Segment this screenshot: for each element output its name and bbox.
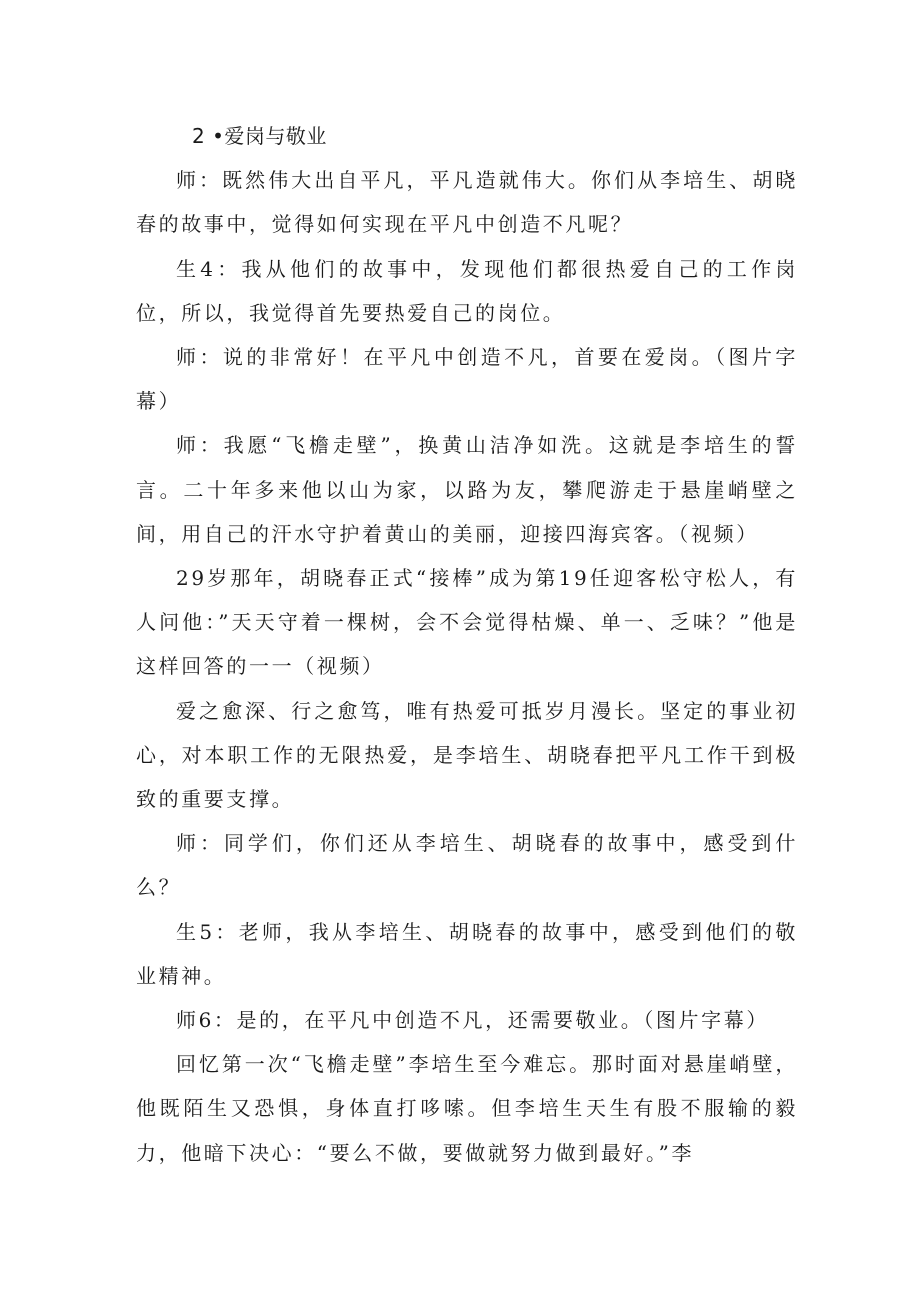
paragraph: 29岁那年，胡晓春正式“接棒”成为第19任迎客松守松人，有人问他：”天天守着一棵树，会不会觉得枯燥、单一、乏味？”他是这样回答的一一（视频） [136,566,798,679]
paragraph: 师6：是的，在平凡中创造不凡，还需要敬业。（图片字幕） [176,1008,769,1033]
paragraph: 生5：老师，我从李培生、胡晓春的故事中，感受到他们的敬业精神。 [136,919,798,988]
paragraph: 回忆第一次“飞檐走壁”李培生至今难忘。那时面对悬崖峭壁，他既陌生又恐惧，身体直打哆嗦。但李培生天生有股不服输的毅力，他暗下决心：“要么不做，要做就努力做到最好。”李 [136,1052,798,1165]
section-heading: 2 •爱岗与敬业 [192,124,327,148]
document-body [136,114,798,1175]
paragraph: 生4：我从他们的故事中，发现他们都很热爱自己的工作岗位，所以，我觉得首先要热爱自己的岗位。 [136,256,798,325]
paragraph: 爱之愈深、行之愈笃，唯有热爱可抵岁月漫长。坚定的事业初心，对本职工作的无限热爱，是李培生、胡晓春把平凡工作干到极致的重要支撑。 [136,698,798,812]
paragraph: 师：说的非常好！在平凡中创造不凡，首要在爱岗。（图片字幕） [136,345,798,414]
paragraph: 师：同学们，你们还从李培生、胡晓春的故事中，感受到什么？ [136,831,798,900]
paragraph: 师：既然伟大出自平凡，平凡造就伟大。你们从李培生、胡晓春的故事中，觉得如何实现在平凡中创造不凡呢？ [136,168,798,237]
paragraph: 师：我愿“飞檐走壁”，换黄山洁净如洗。这就是李培生的誓言。二十年多来他以山为家，以路为友，攀爬游走于悬崖峭壁之间，用自己的汗水守护着黄山的美丽，迎接四海宾客。（视频） [136,433,798,546]
